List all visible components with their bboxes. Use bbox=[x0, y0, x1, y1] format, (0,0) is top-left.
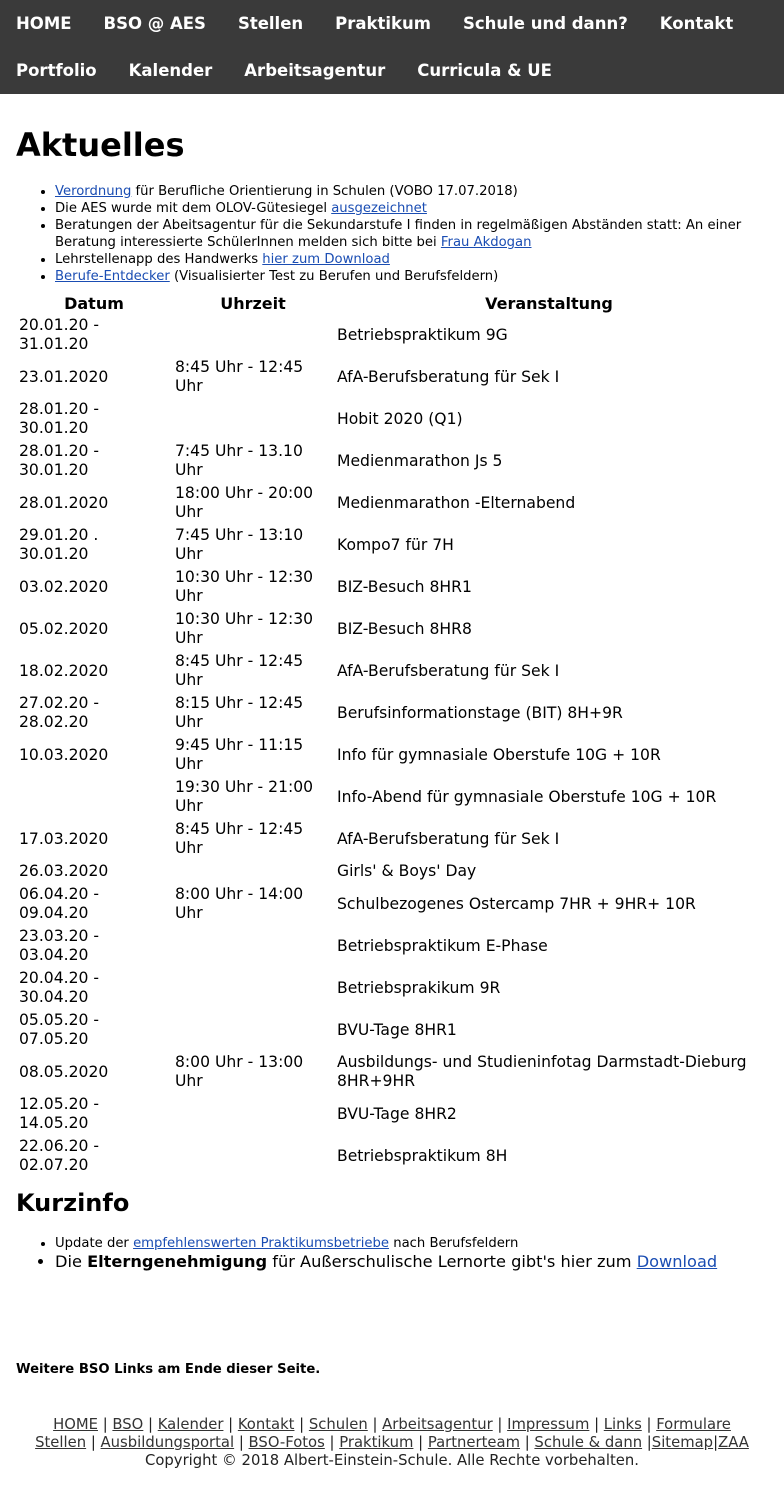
berufe-entdecker-link[interactable]: Berufe-Entdecker bbox=[55, 269, 170, 285]
footer-separator: | bbox=[294, 1415, 309, 1433]
event-name-cell: Betriebsprakikum 9R bbox=[337, 978, 501, 997]
news-item: • Die AES wurde mit dem OLOV-Gütesiegel ausgezeichnet bbox=[55, 200, 768, 217]
footer-link-schule-dann[interactable]: Schule & dann bbox=[534, 1433, 643, 1451]
event-name-cell: Girls' & Boys' Day bbox=[337, 862, 477, 881]
column-header-date: Datum bbox=[64, 294, 124, 314]
footer bbox=[16, 1416, 768, 1470]
event-date-cell: 28.01.20 - 30.01.20 bbox=[19, 442, 100, 480]
verordnung-link[interactable]: Verordnung bbox=[55, 184, 132, 200]
event-date-cell: 20.01.20 - 31.01.20 bbox=[19, 316, 100, 354]
event-name-cell: AfA-Berufsberatung für Sek I bbox=[337, 829, 560, 848]
footer-separator: | bbox=[589, 1415, 604, 1433]
event-date-cell: 20.04.20 - 30.04.20 bbox=[19, 969, 100, 1007]
table-row bbox=[16, 315, 764, 357]
event-name-cell: BVU-Tage 8HR2 bbox=[337, 1104, 457, 1123]
lehrstellenapp-download-link[interactable]: hier zum Download bbox=[262, 252, 390, 268]
event-name-cell: Betriebspraktikum 8H bbox=[337, 1146, 508, 1165]
ausgezeichnet-link[interactable]: ausgezeichnet bbox=[331, 201, 427, 217]
table-row bbox=[16, 861, 764, 884]
nav-link-stellen[interactable]: Stellen bbox=[237, 14, 304, 33]
event-name-cell: Ausbildungs- und Studieninfotag Darmstadt-Dieburg 8HR+9HR bbox=[337, 1053, 747, 1091]
kurzinfo-title: Kurzinfo bbox=[16, 1189, 130, 1218]
table-row bbox=[16, 1136, 764, 1178]
event-time-cell: 9:45 Uhr - 11:15 Uhr bbox=[175, 736, 304, 774]
event-date-cell: 23.01.2020 bbox=[19, 367, 109, 386]
event-time-cell bbox=[172, 1094, 334, 1136]
news-list bbox=[16, 183, 768, 285]
elterngenehmigung-download-link[interactable]: Download bbox=[636, 1251, 718, 1271]
event-time-cell: 8:00 Uhr - 14:00 Uhr bbox=[175, 885, 304, 923]
nav-link-bso-aes[interactable]: BSO @ AES bbox=[103, 14, 206, 33]
footer-link-bso-fotos[interactable]: BSO-Fotos bbox=[248, 1433, 325, 1451]
footer-separator: | bbox=[234, 1433, 249, 1451]
footer-separator: | bbox=[641, 1415, 657, 1433]
footer-separator: | bbox=[143, 1415, 158, 1433]
table-row bbox=[16, 968, 764, 1010]
nav-link-portfolio[interactable]: Portfolio bbox=[16, 61, 97, 80]
event-name-cell: Schulbezogenes Ostercamp 7HR + 9HR+ 10R bbox=[337, 894, 696, 913]
event-time-cell: 8:00 Uhr - 13:00 Uhr bbox=[175, 1053, 304, 1091]
akdogan-link[interactable]: Frau Akdogan bbox=[440, 235, 532, 251]
table-row bbox=[16, 483, 764, 525]
event-time-cell bbox=[172, 1136, 334, 1178]
news-item: • Verordnung für Berufliche Orientierung in Schulen (VOBO 17.07.2018) bbox=[55, 183, 768, 200]
column-header-time: Uhrzeit bbox=[220, 294, 286, 314]
table-row bbox=[16, 693, 764, 735]
footer-link-schulen[interactable]: Schulen bbox=[308, 1415, 368, 1433]
footer-link-ausbildungsportal[interactable]: Ausbildungsportal bbox=[100, 1433, 235, 1451]
event-date-cell: 05.05.20 - 07.05.20 bbox=[19, 1011, 100, 1049]
kurzinfo-item: • Die Elterngenehmigung für Außerschulische Lernorte gibt's hier zum Download bbox=[55, 1252, 768, 1272]
table-header-row bbox=[16, 294, 764, 315]
footer-separator: | bbox=[413, 1433, 428, 1451]
event-time-cell: 8:45 Uhr - 12:45 Uhr bbox=[175, 358, 304, 396]
events-table bbox=[16, 294, 764, 1178]
event-time-cell: 8:45 Uhr - 12:45 Uhr bbox=[175, 820, 304, 858]
footer-link-praktikum[interactable]: Praktikum bbox=[339, 1433, 414, 1451]
event-date-cell: 18.02.2020 bbox=[19, 661, 109, 680]
event-time-cell: 10:30 Uhr - 12:30 Uhr bbox=[175, 568, 314, 606]
event-date-cell: 03.02.2020 bbox=[19, 577, 109, 596]
footer-links-row-2 bbox=[16, 1434, 768, 1452]
event-name-cell: Medienmarathon Js 5 bbox=[337, 451, 503, 470]
nav-row-secondary bbox=[16, 47, 784, 94]
event-date-cell: 12.05.20 - 14.05.20 bbox=[19, 1095, 100, 1133]
event-date-cell: 06.04.20 - 09.04.20 bbox=[19, 885, 100, 923]
event-date-cell: 27.02.20 - 28.02.20 bbox=[19, 694, 100, 732]
footer-separator: | bbox=[223, 1415, 238, 1433]
event-date-cell: 10.03.2020 bbox=[19, 745, 109, 764]
footer-link-impressum[interactable]: Impressum bbox=[507, 1415, 590, 1433]
event-name-cell: Info-Abend für gymnasiale Oberstufe 10G + 10R bbox=[337, 787, 717, 806]
event-name-cell: BIZ-Besuch 8HR8 bbox=[337, 619, 472, 638]
footer-separator: | bbox=[97, 1415, 113, 1433]
event-name-cell: BIZ-Besuch 8HR1 bbox=[337, 577, 472, 596]
nav-link-kalender[interactable]: Kalender bbox=[128, 61, 213, 80]
footer-separator: | bbox=[324, 1433, 340, 1451]
footer-links-row-1 bbox=[16, 1416, 768, 1434]
event-time-cell bbox=[172, 315, 334, 357]
event-date-cell: 22.06.20 - 02.07.20 bbox=[19, 1137, 100, 1175]
event-name-cell: BVU-Tage 8HR1 bbox=[337, 1020, 457, 1039]
table-row bbox=[16, 567, 764, 609]
table-row bbox=[16, 1010, 764, 1052]
event-time-cell bbox=[172, 1010, 334, 1052]
table-row bbox=[16, 399, 764, 441]
footer-link-links[interactable]: Links bbox=[603, 1415, 642, 1433]
column-header-event: Veranstaltung bbox=[485, 294, 613, 314]
event-name-cell: Medienmarathon -Elternabend bbox=[337, 493, 576, 512]
event-time-cell bbox=[172, 968, 334, 1010]
table-row bbox=[16, 525, 764, 567]
kurzinfo-list bbox=[16, 1235, 768, 1272]
main-content bbox=[0, 128, 784, 1470]
event-time-cell bbox=[172, 861, 334, 884]
event-time-cell: 7:45 Uhr - 13:10 Uhr bbox=[175, 526, 304, 564]
table-row bbox=[16, 735, 764, 777]
table-row bbox=[16, 1052, 764, 1094]
footer-link-kontakt[interactable]: Kontakt bbox=[237, 1415, 295, 1433]
footer-link-partnerteam[interactable]: Partnerteam bbox=[427, 1433, 521, 1451]
footer-separator: | bbox=[367, 1415, 383, 1433]
event-time-cell bbox=[172, 926, 334, 968]
footer-separator: | bbox=[713, 1433, 719, 1451]
table-row bbox=[16, 777, 764, 819]
event-time-cell: 7:45 Uhr - 13.10 Uhr bbox=[175, 442, 303, 480]
nav-link-schule-und-dann[interactable]: Schule und dann? bbox=[462, 14, 628, 33]
event-date-cell: 26.03.2020 bbox=[19, 862, 109, 881]
praktikumsbetriebe-link[interactable]: empfehlenswerten Praktikumsbetriebe bbox=[133, 1235, 390, 1251]
nav-link-curricula-ue[interactable]: Curricula & UE bbox=[417, 61, 552, 80]
events-table-body bbox=[16, 315, 764, 1178]
event-name-cell: Hobit 2020 (Q1) bbox=[337, 409, 463, 428]
footer-separator: | bbox=[492, 1415, 508, 1433]
event-name-cell: Kompo7 für 7H bbox=[337, 535, 454, 554]
footer-link-arbeitsagentur[interactable]: Arbeitsagentur bbox=[382, 1415, 493, 1433]
table-row bbox=[16, 357, 764, 399]
event-date-cell: 17.03.2020 bbox=[19, 829, 109, 848]
event-date-cell: 28.01.20 - 30.01.20 bbox=[19, 400, 100, 438]
event-name-cell: Betriebspraktikum E-Phase bbox=[337, 936, 548, 955]
nav-link-kontakt[interactable]: Kontakt bbox=[659, 14, 734, 33]
nav-link-praktikum[interactable]: Praktikum bbox=[335, 14, 431, 33]
event-date-cell: 29.01.20 . 30.01.20 bbox=[19, 526, 99, 564]
event-name-cell: Berufsinformationstage (BIT) 8H+9R bbox=[337, 703, 623, 722]
table-row bbox=[16, 651, 764, 693]
event-name-cell: Betriebspraktikum 9G bbox=[337, 325, 508, 344]
footer-link-zaa[interactable]: ZAA bbox=[718, 1433, 749, 1451]
footer-link-kalender[interactable]: Kalender bbox=[157, 1415, 224, 1433]
event-date-cell: 08.05.2020 bbox=[19, 1062, 109, 1081]
table-row bbox=[16, 441, 764, 483]
event-name-cell: AfA-Berufsberatung für Sek I bbox=[337, 661, 560, 680]
table-row bbox=[16, 609, 764, 651]
footer-link-bso[interactable]: BSO bbox=[112, 1415, 144, 1433]
event-date-cell: 05.02.2020 bbox=[19, 619, 109, 638]
table-row bbox=[16, 884, 764, 926]
event-date-cell bbox=[16, 777, 172, 819]
nav-link-home[interactable]: HOME bbox=[16, 14, 72, 33]
news-item: • Beratungen der Abeitsagentur für die Sekundarstufe I finden in regelmäßigen Abständen statt: An einer Beratung interessierte SchülerInnen melden sich bitte bei Frau Akdogan bbox=[55, 217, 768, 251]
event-time-cell: 18:00 Uhr - 20:00 Uhr bbox=[175, 484, 314, 522]
event-date-cell: 23.03.20 - 03.04.20 bbox=[19, 927, 100, 965]
footer-separator: | bbox=[86, 1433, 101, 1451]
event-time-cell: 19:30 Uhr - 21:00 Uhr bbox=[175, 778, 314, 816]
further-links-note: Weitere BSO Links am Ende dieser Seite. bbox=[16, 1361, 321, 1377]
event-name-cell: AfA-Berufsberatung für Sek I bbox=[337, 367, 560, 386]
news-item: • Berufe-Entdecker (Visualisierter Test zu Berufen und Berufsfeldern) bbox=[55, 268, 768, 285]
kurzinfo-item: • Update der empfehlenswerten Praktikumsbetriebe nach Berufsfeldern bbox=[55, 1235, 768, 1252]
news-item: • Lehrstellenapp des Handwerks hier zum Download bbox=[55, 251, 768, 268]
event-time-cell bbox=[172, 399, 334, 441]
footer-link-sitemap[interactable]: Sitemap bbox=[651, 1433, 714, 1451]
footer-separator: | bbox=[520, 1433, 535, 1451]
footer-separator: | bbox=[642, 1433, 652, 1451]
event-time-cell: 10:30 Uhr - 12:30 Uhr bbox=[175, 610, 314, 648]
main-navigation bbox=[0, 0, 784, 94]
table-row bbox=[16, 926, 764, 968]
event-name-cell: Info für gymnasiale Oberstufe 10G + 10R bbox=[337, 745, 661, 764]
event-time-cell: 8:15 Uhr - 12:45 Uhr bbox=[175, 694, 304, 732]
nav-link-arbeitsagentur[interactable]: Arbeitsagentur bbox=[244, 61, 386, 80]
footer-link-stellen[interactable]: Stellen bbox=[35, 1433, 87, 1451]
footer-link-home[interactable]: HOME bbox=[53, 1415, 98, 1433]
page-title: Aktuelles bbox=[16, 126, 185, 164]
table-row bbox=[16, 819, 764, 861]
footer-link-formulare[interactable]: Formulare bbox=[656, 1415, 731, 1433]
nav-row-primary bbox=[16, 0, 784, 47]
event-date-cell: 28.01.2020 bbox=[19, 493, 109, 512]
event-time-cell: 8:45 Uhr - 12:45 Uhr bbox=[175, 652, 304, 690]
copyright: Copyright © 2018 Albert-Einstein-Schule. Alle Rechte vorbehalten. bbox=[145, 1451, 639, 1469]
table-row bbox=[16, 1094, 764, 1136]
